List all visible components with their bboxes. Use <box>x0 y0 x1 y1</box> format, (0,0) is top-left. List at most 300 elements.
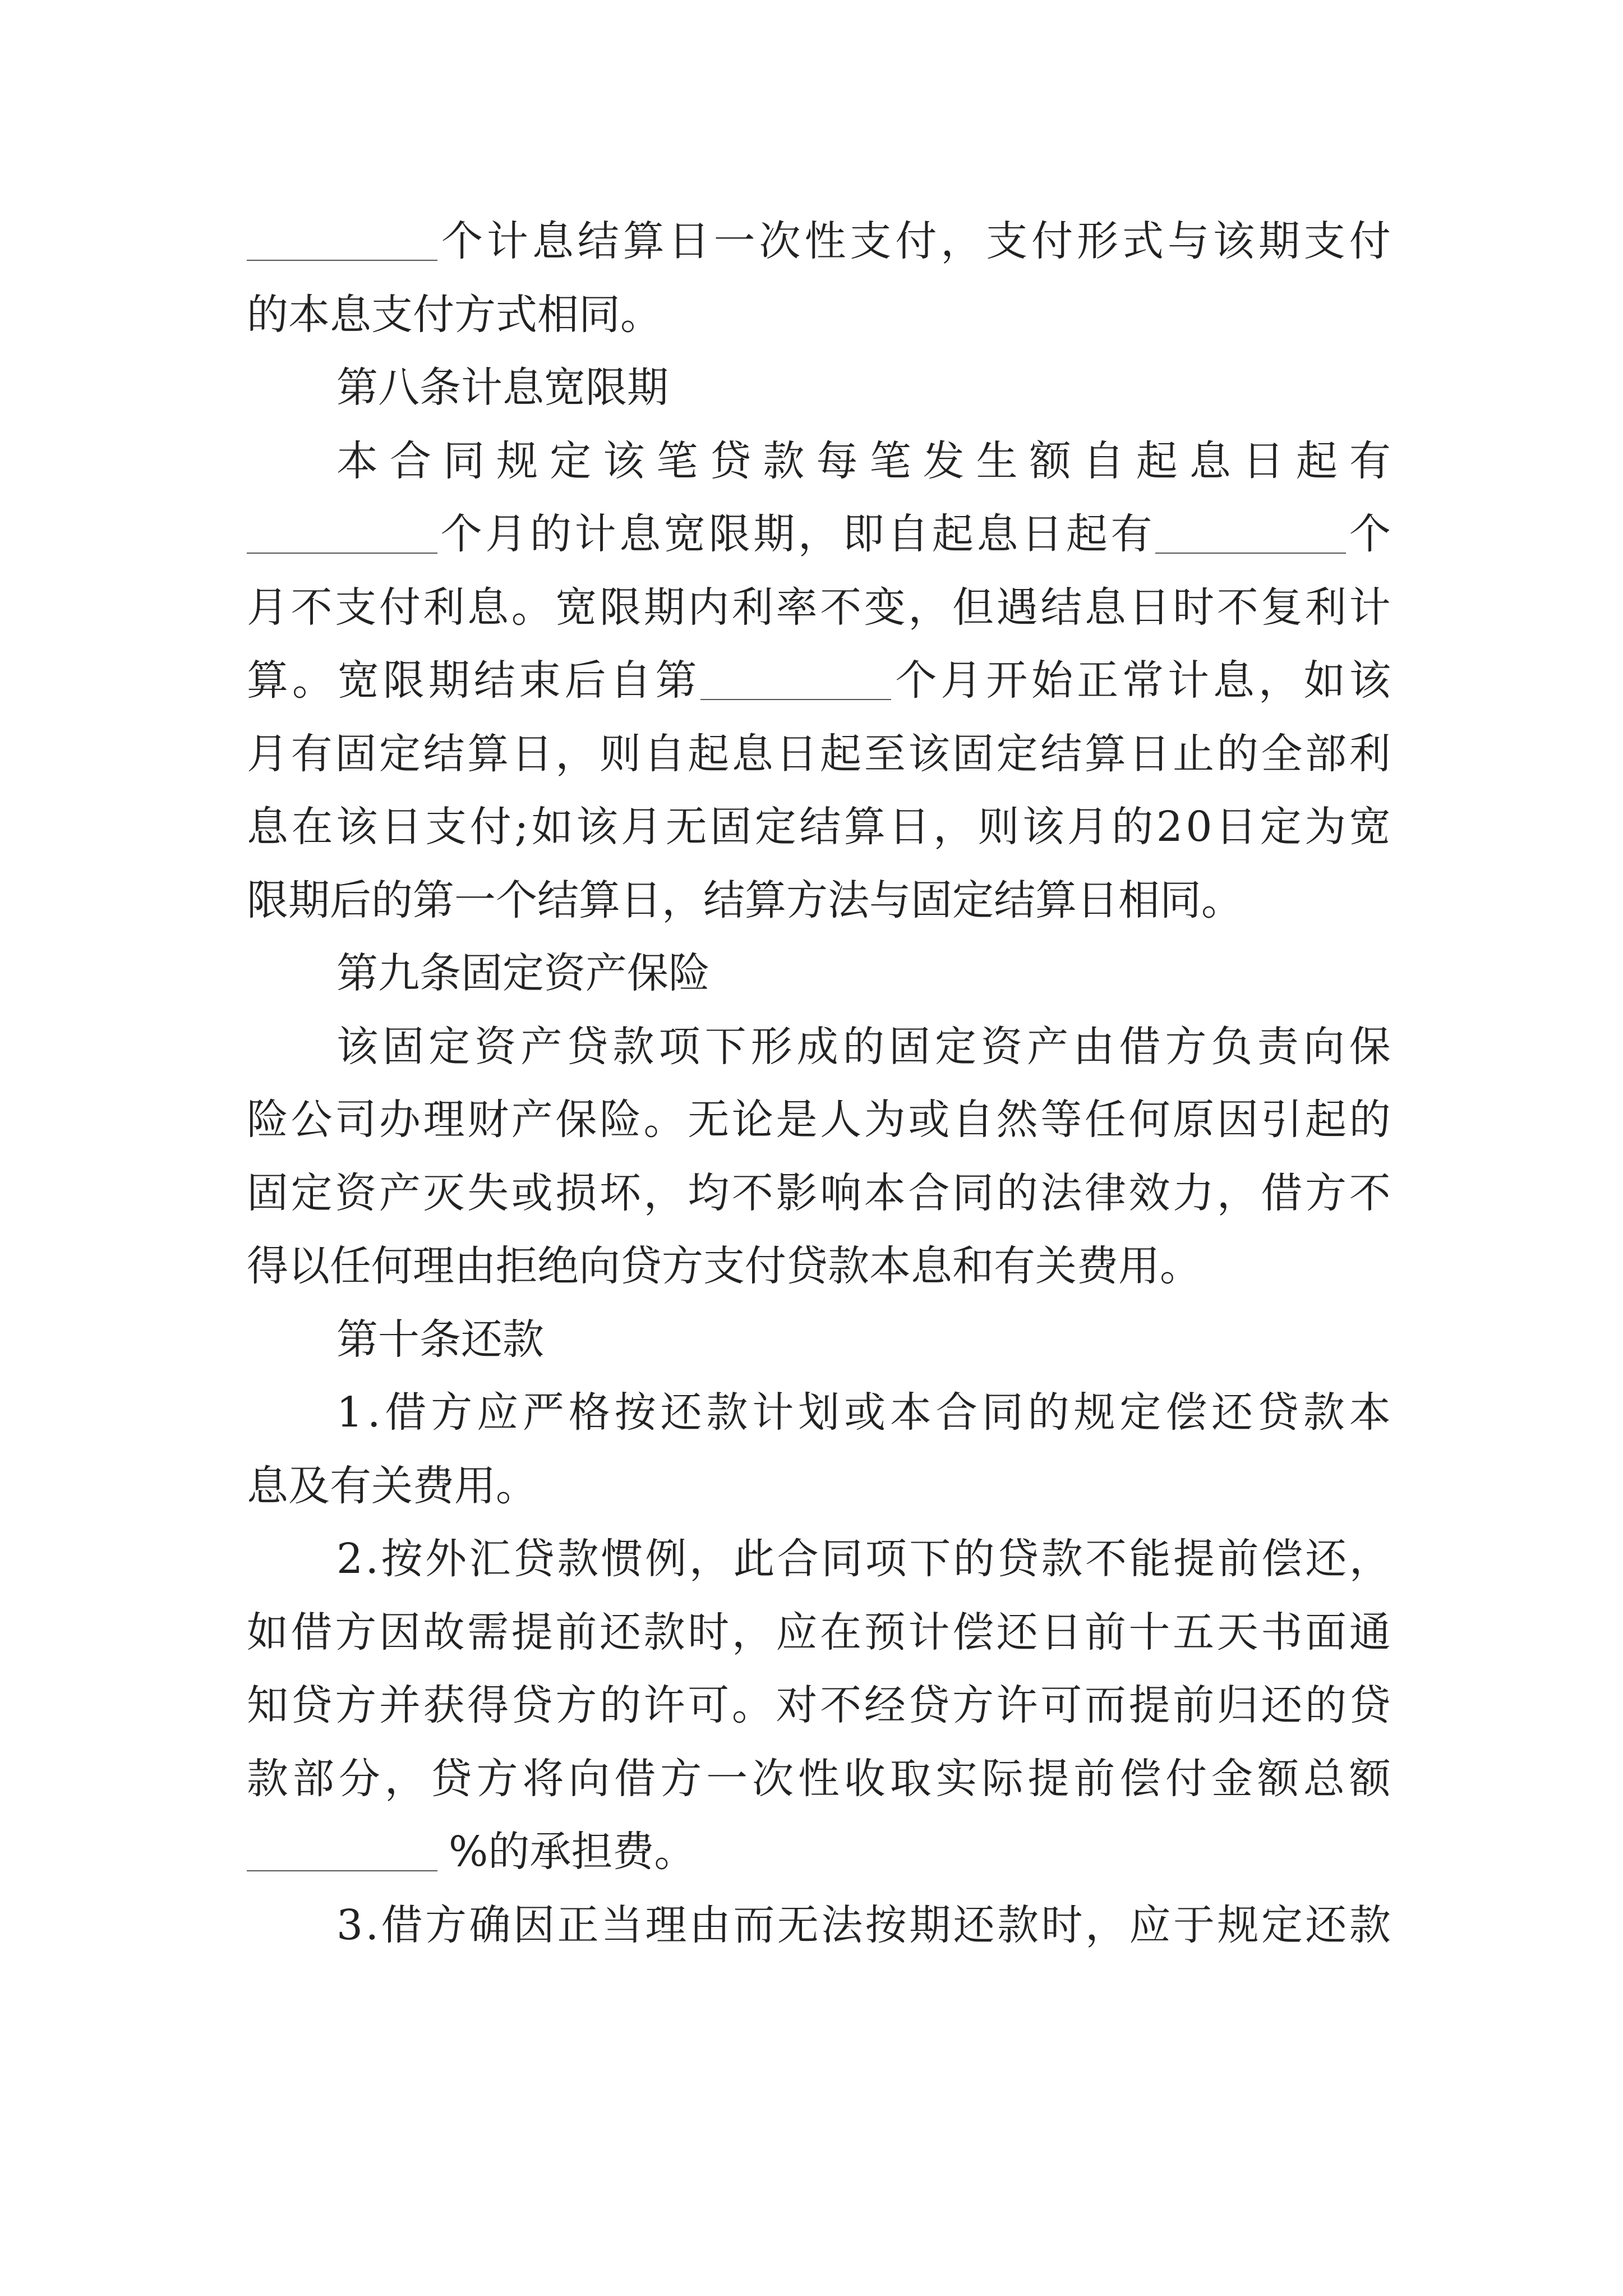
text-char: 还 <box>996 1608 1038 1657</box>
text-char: 许 <box>996 1681 1038 1729</box>
text-char: 付 <box>1031 217 1073 265</box>
text-char: 该 <box>336 1022 378 1071</box>
text-char: 应 <box>477 1388 519 1437</box>
text-char: 天 <box>1216 1608 1258 1657</box>
text-char: 规 <box>496 436 538 485</box>
text-char: 通 <box>1349 1608 1391 1657</box>
text-char: 额 <box>1349 1754 1391 1803</box>
blank-underline <box>1155 553 1346 554</box>
text-char: 算 <box>1084 729 1126 778</box>
text-char: 期 <box>643 583 685 632</box>
text-char: 效 <box>1128 1168 1170 1217</box>
text-line <box>247 1230 1391 1303</box>
text-char: 如 <box>1303 656 1345 705</box>
text-char: 款 <box>643 1608 685 1657</box>
text-char: 是 <box>776 1096 818 1144</box>
text-char: 月 <box>247 583 288 632</box>
text-char: 率 <box>776 583 818 632</box>
text-char: 前 <box>555 1608 597 1657</box>
text-char: 息 <box>1084 583 1126 632</box>
text-char: 不 <box>820 1681 862 1729</box>
text-char: 时 <box>1041 1901 1083 1949</box>
text-char: 部 <box>292 1754 334 1803</box>
text-char: 起 <box>1295 436 1338 485</box>
text-char: 方 <box>431 1388 473 1437</box>
text-char: 还 <box>600 1608 641 1657</box>
text-char: 不 <box>1085 1535 1127 1583</box>
text-segment: 第八条计息宽限期 <box>336 364 668 412</box>
text-line <box>247 864 1391 937</box>
text-char: 任 <box>1084 1096 1126 1144</box>
text-char: 后 <box>564 656 606 705</box>
text-char: 自 <box>1082 436 1124 485</box>
text-char: 款 <box>557 1535 599 1583</box>
text-char: 还 <box>1305 1901 1347 1949</box>
text-char: 止 <box>1173 729 1215 778</box>
text-char: 可 <box>688 1681 730 1729</box>
text-char: 该 <box>576 803 618 851</box>
text-char: 有 <box>1110 510 1152 558</box>
text-line <box>247 498 1391 570</box>
text-char: 日 <box>1128 729 1170 778</box>
text-char: 款 <box>706 1388 748 1437</box>
text-char: 固 <box>382 1022 425 1071</box>
text-char: 无 <box>777 1901 819 1949</box>
text-char: 资 <box>474 1022 517 1071</box>
text-char: ， <box>1216 1168 1258 1217</box>
text-char: 定 <box>935 1022 977 1071</box>
text-char: 无 <box>665 803 707 851</box>
text-char: 何 <box>1128 1096 1170 1144</box>
text-char: 前 <box>1217 1535 1259 1583</box>
text-char: 险 <box>247 1096 288 1144</box>
text-char: 期 <box>1258 217 1300 265</box>
text-char: 个 <box>895 656 937 705</box>
text-char: 定 <box>550 436 592 485</box>
text-char: 并 <box>379 1681 421 1729</box>
text-char: 利 <box>423 583 465 632</box>
text-char: 一 <box>706 1754 748 1803</box>
text-char: 获 <box>423 1681 465 1729</box>
text-char: 算 <box>247 656 288 705</box>
text-char: 支 <box>1303 217 1345 265</box>
text-char: 形 <box>750 1022 792 1071</box>
text-char: 在 <box>820 1608 862 1657</box>
text-char: 人 <box>820 1096 862 1144</box>
text-char: 支 <box>425 803 467 851</box>
text-char: ， <box>1258 656 1300 705</box>
text-char: 下 <box>909 1535 951 1583</box>
text-char: 1 <box>336 1388 363 1437</box>
text-char: 偿 <box>1165 1388 1207 1437</box>
text-char: 不 <box>291 583 333 632</box>
text-char: 方 <box>335 1681 377 1729</box>
text-char: 计 <box>486 217 528 265</box>
text-char: 外 <box>425 1535 467 1583</box>
text-char: 款 <box>1041 1535 1083 1583</box>
text-char: 。 <box>511 583 553 632</box>
text-char: 按 <box>614 1388 656 1437</box>
text-line <box>247 1157 1391 1230</box>
text-char: 贷 <box>513 1535 555 1583</box>
text-char: 定 <box>1119 1388 1161 1437</box>
text-char: 3 <box>336 1901 363 1949</box>
text-char: 期 <box>909 1901 951 1949</box>
text-char: 该 <box>336 803 378 851</box>
text-line <box>247 790 1391 863</box>
text-char: 能 <box>1129 1535 1171 1583</box>
text-char: ， <box>933 803 975 851</box>
text-char: 格 <box>568 1388 610 1437</box>
text-char: 日 <box>888 803 930 851</box>
text-char: 月 <box>247 729 288 778</box>
text-segment: 第十条还款 <box>336 1315 544 1364</box>
text-char: 付 <box>469 803 511 851</box>
text-char: 。 <box>643 1096 685 1144</box>
text-char: 的 <box>1349 1096 1391 1144</box>
text-char: 产 <box>520 1022 562 1071</box>
text-char: 许 <box>643 1681 685 1729</box>
text-char: 的 <box>996 1168 1038 1217</box>
text-line <box>247 1669 1391 1742</box>
text-char: 负 <box>1211 1022 1253 1071</box>
text-char: 付 <box>379 583 421 632</box>
text-char: 提 <box>1128 1681 1170 1729</box>
text-char: 或 <box>844 1388 886 1437</box>
text-char: 2 <box>336 1535 363 1583</box>
text-char: . <box>365 1535 379 1583</box>
text-char: 力 <box>1173 1168 1215 1217</box>
text-char: 第 <box>655 656 697 705</box>
text-char: 息 <box>619 510 661 558</box>
text-char: 灭 <box>423 1168 465 1217</box>
text-segment: 第九条固定资产保险 <box>336 949 710 997</box>
text-char: 月 <box>485 510 527 558</box>
text-char: 内 <box>688 583 730 632</box>
blank-underline <box>700 699 891 700</box>
text-char: 产 <box>379 1168 421 1217</box>
text-char: 借 <box>381 1901 423 1949</box>
text-char: 同 <box>443 436 485 485</box>
text-char: 算 <box>467 729 509 778</box>
blank-underline <box>247 553 437 554</box>
text-char: 自 <box>610 656 652 705</box>
text-char: 成 <box>796 1022 838 1071</box>
text-char: 还 <box>1305 1535 1347 1583</box>
text-char: ， <box>908 583 950 632</box>
text-char: 前 <box>1173 1681 1215 1729</box>
text-char: 宽 <box>663 510 706 558</box>
text-char: . <box>365 1901 379 1949</box>
text-char: 限 <box>708 510 750 558</box>
text-line <box>336 1522 1391 1595</box>
text-char: 险 <box>600 1096 641 1144</box>
text-char: 息 <box>467 583 509 632</box>
text-char: 款 <box>1349 1901 1391 1949</box>
text-char: 月 <box>1067 803 1109 851</box>
text-char: 贷 <box>997 1535 1039 1583</box>
text-char: 提 <box>1173 1535 1215 1583</box>
text-char: 结 <box>1040 583 1082 632</box>
text-char: 本 <box>890 1388 932 1437</box>
text-char: 如 <box>531 803 573 851</box>
text-char: 均 <box>688 1168 730 1217</box>
text-char: 笔 <box>656 436 698 485</box>
text-char: 遇 <box>996 583 1038 632</box>
text-char: 需 <box>467 1608 509 1657</box>
text-char: 支 <box>986 217 1028 265</box>
text-char: 开 <box>986 656 1028 705</box>
text-char: 。 <box>292 656 334 705</box>
text-char: 由 <box>1073 1022 1115 1071</box>
text-char: 贷 <box>511 1681 553 1729</box>
text-char: 结 <box>1040 729 1082 778</box>
text-char: 0 <box>1186 803 1212 851</box>
text-char: 提 <box>1027 1754 1069 1803</box>
text-char: 结 <box>473 656 515 705</box>
text-char: 起 <box>688 729 730 778</box>
text-char: 财 <box>467 1096 509 1144</box>
text-line <box>247 1815 1391 1888</box>
text-char: 的 <box>1112 803 1154 851</box>
text-char: 还 <box>953 1901 995 1949</box>
text-line <box>247 644 1391 717</box>
text-char: 定 <box>1261 1901 1303 1949</box>
text-char: ， <box>731 1608 773 1657</box>
text-char: 律 <box>1084 1168 1126 1217</box>
text-char: 计 <box>752 1388 794 1437</box>
text-char: 息 <box>247 803 288 851</box>
text-char: 方 <box>555 1681 597 1729</box>
text-char: 司 <box>335 1096 377 1144</box>
text-char: 保 <box>1349 1022 1391 1071</box>
text-char: 日 <box>1215 803 1257 851</box>
text-char: 计 <box>574 510 616 558</box>
text-char: 提 <box>511 1608 553 1657</box>
text-char: 不 <box>731 1168 773 1217</box>
text-char: 计 <box>1167 656 1209 705</box>
text-char: 预 <box>864 1608 906 1657</box>
text-char: 论 <box>731 1096 773 1144</box>
text-char: 息 <box>1212 656 1255 705</box>
text-char: 原 <box>1173 1096 1215 1144</box>
text-char: 息 <box>1189 436 1231 485</box>
text-char: 款 <box>1303 1388 1345 1437</box>
text-char: 当 <box>601 1901 643 1949</box>
text-char: 规 <box>1073 1388 1115 1437</box>
text-char: 常 <box>1122 656 1164 705</box>
text-char: 还 <box>1211 1388 1253 1437</box>
text-char: 还 <box>660 1388 702 1437</box>
text-char: 借 <box>614 1754 656 1803</box>
text-char: 日 <box>511 729 553 778</box>
text-char: 发 <box>923 436 965 485</box>
text-char: 计 <box>908 1608 950 1657</box>
text-char: 办 <box>379 1096 421 1144</box>
text-char: 偿 <box>952 1608 994 1657</box>
text-char: 固 <box>335 729 377 778</box>
text-line <box>247 571 1391 644</box>
text-char: 因 <box>513 1901 555 1949</box>
text-char: 前 <box>1084 1608 1126 1657</box>
text-char: 借 <box>1261 1168 1303 1217</box>
text-char: 即 <box>842 510 884 558</box>
text-char: ， <box>1349 1535 1391 1583</box>
text-char: 贷 <box>430 1754 472 1803</box>
text-line <box>247 1742 1391 1815</box>
text-char: 个 <box>1349 510 1391 558</box>
text-char: 日 <box>1040 1608 1082 1657</box>
text-char: 变 <box>864 583 906 632</box>
text-char: 本 <box>1349 1388 1391 1437</box>
text-char: . <box>367 1388 381 1437</box>
text-char: 固 <box>888 1022 930 1071</box>
text-char: 方 <box>335 1608 377 1657</box>
text-char: 定 <box>1260 803 1302 851</box>
text-char: 起 <box>820 729 862 778</box>
text-char: 起 <box>1066 510 1108 558</box>
text-line <box>247 1083 1391 1156</box>
text-char: 本 <box>336 436 378 485</box>
text-char: 有 <box>291 729 333 778</box>
text-char: 书 <box>1261 1608 1303 1657</box>
text-char: 知 <box>247 1681 288 1729</box>
text-char: 额 <box>1257 1754 1299 1803</box>
text-char: 正 <box>557 1901 599 1949</box>
text-char: 向 <box>1303 1022 1345 1071</box>
text-char: ， <box>643 1168 685 1217</box>
text-char: 月 <box>621 803 662 851</box>
text-char: 故 <box>423 1608 465 1657</box>
text-char: 为 <box>864 1096 906 1144</box>
text-char: 时 <box>1173 583 1215 632</box>
text-char: 付 <box>1349 217 1391 265</box>
text-char: 借 <box>291 1608 333 1657</box>
text-char: 该 <box>603 436 645 485</box>
text-char: 面 <box>1305 1608 1347 1657</box>
text-char: 将 <box>522 1754 564 1803</box>
text-char: 定 <box>754 803 796 851</box>
text-char: 惯 <box>601 1535 643 1583</box>
text-char: 方 <box>425 1901 467 1949</box>
text-char: 得 <box>467 1681 509 1729</box>
text-char: 息 <box>731 729 773 778</box>
text-char: 因 <box>379 1608 421 1657</box>
text-char: 五 <box>1173 1608 1215 1657</box>
text-char: ， <box>940 217 983 265</box>
text-char: 式 <box>1122 217 1164 265</box>
text-char: 每 <box>816 436 858 485</box>
text-char: 日 <box>776 729 818 778</box>
text-char: 的 <box>953 1535 995 1583</box>
text-char: 起 <box>1136 436 1178 485</box>
text-char: 与 <box>1167 217 1209 265</box>
text-char: 款 <box>997 1901 1039 1949</box>
text-char: 宽 <box>555 583 597 632</box>
text-char: 保 <box>555 1096 597 1144</box>
text-char: 日 <box>668 217 710 265</box>
text-char: 同 <box>952 1168 994 1217</box>
text-char: 定 <box>379 729 421 778</box>
text-char: 自 <box>643 729 685 778</box>
text-char: 合 <box>935 1388 978 1437</box>
blank-underline <box>247 1870 437 1871</box>
text-char: 次 <box>759 217 801 265</box>
text-char: 一 <box>713 217 755 265</box>
text-char: 合 <box>777 1535 819 1583</box>
text-char: 支 <box>335 583 377 632</box>
text-char: 方 <box>476 1754 518 1803</box>
text-char: 固 <box>710 803 752 851</box>
text-char: 责 <box>1257 1022 1299 1071</box>
text-line <box>336 1303 1391 1376</box>
text-char: 限 <box>382 656 425 705</box>
text-char: 损 <box>555 1168 597 1217</box>
text-line <box>336 425 1391 498</box>
text-char: 规 <box>1217 1901 1259 1949</box>
text-char: 该 <box>1022 803 1064 851</box>
text-char: 始 <box>1031 656 1073 705</box>
text-char: 经 <box>864 1681 906 1729</box>
text-char: 日 <box>1021 510 1063 558</box>
text-char: 部 <box>1305 729 1347 778</box>
text-char: 按 <box>381 1535 423 1583</box>
text-char: ， <box>384 1754 426 1803</box>
text-char: 由 <box>689 1901 731 1949</box>
text-char: 向 <box>568 1754 610 1803</box>
text-char: 贷 <box>291 1681 333 1729</box>
text-char: 在 <box>291 803 333 851</box>
text-char: 利 <box>731 583 773 632</box>
text-char: 该 <box>908 729 950 778</box>
text-char: ， <box>689 1535 731 1583</box>
text-segment: 限期后的第一个结算日，结算方法与固定结算日相同。 <box>247 876 1243 924</box>
text-char: 款 <box>247 1754 288 1803</box>
text-char: 例 <box>645 1535 687 1583</box>
text-char: 方 <box>660 1754 702 1803</box>
text-char: ， <box>555 729 597 778</box>
text-char: 定 <box>996 729 1038 778</box>
text-char: ， <box>1085 1901 1127 1949</box>
text-char: 资 <box>981 1022 1023 1071</box>
text-char: 坏 <box>600 1168 641 1217</box>
text-char: 结 <box>799 803 841 851</box>
text-char: 自 <box>887 510 929 558</box>
text-char: 定 <box>291 1168 333 1217</box>
text-char: 息 <box>976 510 1018 558</box>
text-char: 按 <box>865 1901 907 1949</box>
text-char: 有 <box>1349 436 1391 485</box>
text-char: 的 <box>529 510 571 558</box>
text-char: 汇 <box>469 1535 511 1583</box>
text-char: 借 <box>385 1388 427 1437</box>
text-line <box>247 717 1391 790</box>
text-char: 该 <box>1212 217 1255 265</box>
text-char: 宽 <box>337 656 379 705</box>
text-char: 时 <box>688 1608 730 1657</box>
text-char: 方 <box>1305 1168 1347 1217</box>
text-char: 日 <box>1242 436 1284 485</box>
text-char: 的 <box>1216 729 1258 778</box>
text-char: 同 <box>981 1388 1023 1437</box>
text-char: 理 <box>423 1096 465 1144</box>
text-char: 复 <box>1261 583 1303 632</box>
text-char: 无 <box>688 1096 730 1144</box>
text-segment: 的本息支付方式相同。 <box>247 290 662 339</box>
text-char: 为 <box>1304 803 1347 851</box>
text-char: 正 <box>1077 656 1119 705</box>
text-segment: 息及有关费用。 <box>247 1461 537 1510</box>
